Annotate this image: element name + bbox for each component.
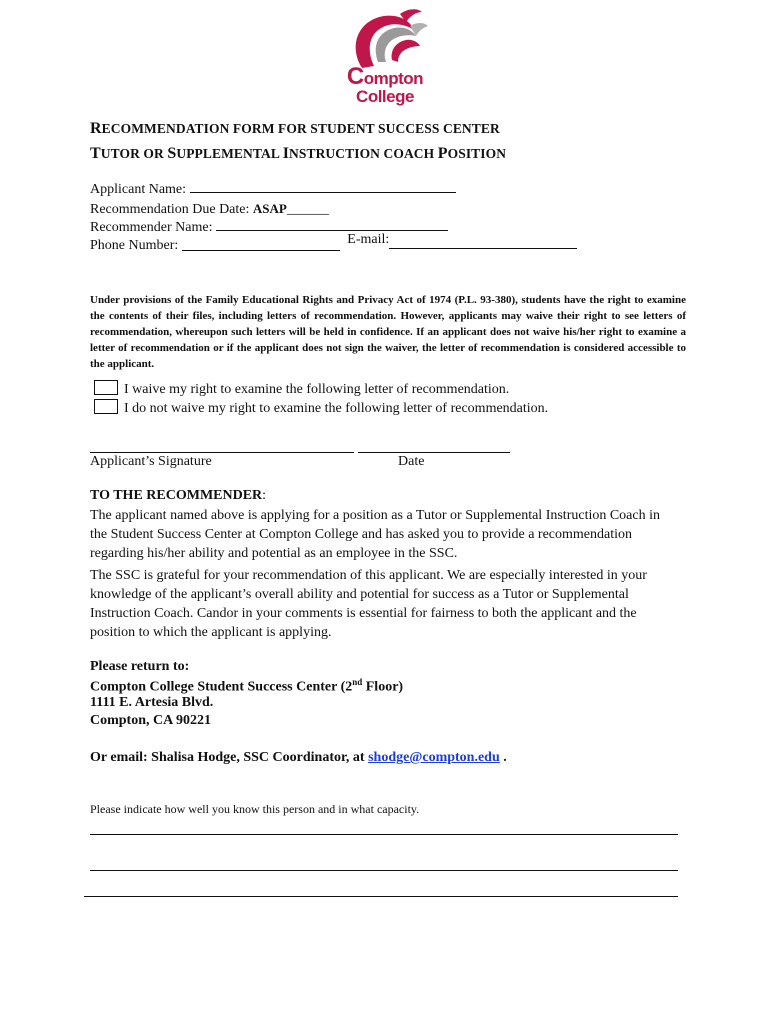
logo-initial: C bbox=[346, 63, 364, 90]
compton-college-logo bbox=[340, 6, 430, 106]
phone-email-row bbox=[90, 232, 577, 254]
ferpa-notice: Under provisions of the Family Educational Rights and Privacy Act of 1974 (P.L. 93-380), students have the right to examine the contents of their files, including letters of recommendation. However, applicants may waive their right to see letters of recommendation, whereupon such letters will be held in confidence. If an applicant does not waive his/her right to examine a letter of recommendation or if the applicant does not sign the waiver, the letter of recommendation is considered accessible to the applicant. bbox=[90, 294, 686, 370]
email-link[interactable]: shodge@compton.edu bbox=[368, 750, 500, 765]
recommender-heading: TO THE RECOMMENDER: bbox=[90, 488, 267, 503]
logo-line1: ompton bbox=[363, 69, 424, 88]
signature-line[interactable] bbox=[90, 452, 354, 453]
form-title-line2: TUTOR OR SUPPLEMENTAL INSTRUCTION COACH POSITION bbox=[90, 145, 507, 162]
due-date-trail: ______ bbox=[286, 202, 329, 217]
return-line1: Compton College Student Success Center (2nd Floor) bbox=[90, 677, 404, 695]
email-input[interactable] bbox=[389, 248, 577, 249]
due-date-label: Recommendation Due Date: bbox=[90, 202, 250, 217]
recommender-name-label: Recommender Name: bbox=[90, 220, 213, 235]
applicant-name-label: Applicant Name: bbox=[90, 182, 187, 197]
form-title-line1: RECOMMENDATION FORM FOR STUDENT SUCCESS CENTER bbox=[90, 120, 500, 137]
not-waive-label: I do not waive my right to examine the following letter of recommendation. bbox=[124, 401, 549, 416]
phone-label: Phone Number: bbox=[90, 238, 179, 253]
waive-label: I waive my right to examine the following letter of recommendation. bbox=[124, 382, 510, 397]
due-date-row bbox=[90, 201, 329, 218]
answer-line-3[interactable] bbox=[84, 896, 678, 897]
logo-line2: College bbox=[356, 87, 414, 106]
signature-label: Applicant’s Signature bbox=[90, 454, 212, 469]
waive-checkbox[interactable] bbox=[94, 380, 118, 395]
return-line3: Compton, CA 90221 bbox=[90, 713, 211, 728]
capacity-prompt: Please indicate how well you know this person and in what capacity. bbox=[90, 802, 420, 816]
return-line2: 1111 E. Artesia Blvd. bbox=[90, 695, 214, 710]
due-date-value: ASAP bbox=[252, 201, 287, 216]
return-heading: Please return to: bbox=[90, 659, 190, 674]
recommender-para2: The SSC is grateful for your recommendation of this applicant. We are especially interested in your knowledge of the applicant’s overall ability and potential for success as a Tutor or Supplemental Instruction Coach. Candor in your comments is essential for fairness to both the applicant and the position to which the applicant is applying. bbox=[90, 568, 647, 640]
phone-input[interactable] bbox=[182, 250, 340, 251]
applicant-name-row bbox=[90, 182, 456, 198]
return-email-row: Or email: Shalisa Hodge, SSC Coordinator, at shodge@compton.edu . bbox=[90, 750, 507, 765]
answer-line-1[interactable] bbox=[90, 834, 678, 835]
applicant-name-input[interactable] bbox=[190, 192, 456, 193]
answer-line-2[interactable] bbox=[90, 870, 678, 871]
email-label: E-mail: bbox=[347, 232, 390, 247]
recommender-para1: The applicant named above is applying for a position as a Tutor or Supplemental Instruction Coach in the Student Success Center at Compton College and has asked you to provide a recommendation regarding his/her ability and potential as an employee in the SSC. bbox=[90, 508, 661, 561]
date-label: Date bbox=[398, 454, 425, 469]
date-line[interactable] bbox=[358, 452, 510, 453]
not-waive-checkbox[interactable] bbox=[94, 399, 118, 414]
recommender-name-row bbox=[90, 220, 448, 236]
recommender-name-input[interactable] bbox=[216, 230, 448, 231]
